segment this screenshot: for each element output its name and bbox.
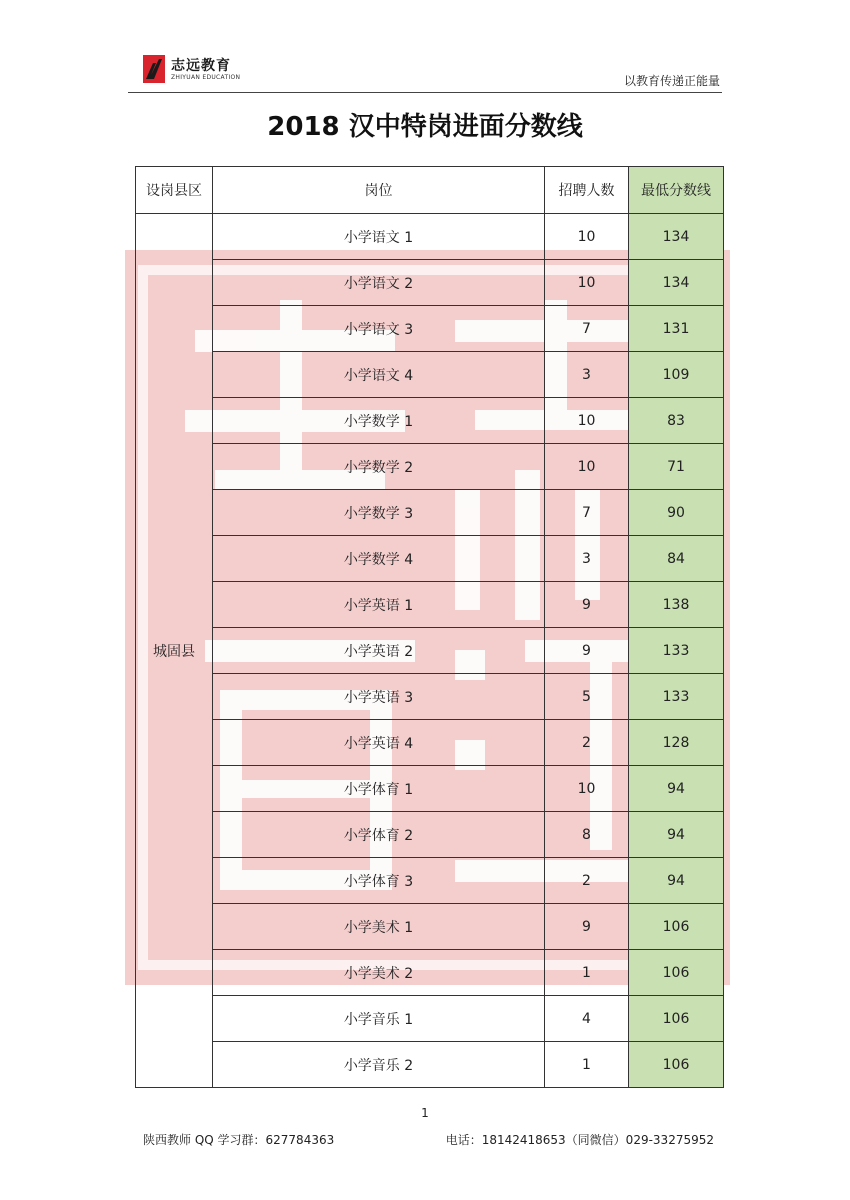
score-cell: 90 bbox=[629, 490, 724, 536]
recruits-cell: 5 bbox=[545, 674, 629, 720]
score-cell: 134 bbox=[629, 260, 724, 306]
position-cell: 小学美术 2 bbox=[213, 950, 545, 996]
table-row bbox=[136, 628, 724, 674]
position-cell: 小学美术 1 bbox=[213, 904, 545, 950]
recruits-cell: 4 bbox=[545, 996, 629, 1042]
column-header-score: 最低分数线 bbox=[629, 167, 724, 214]
table-row bbox=[136, 490, 724, 536]
score-cell: 71 bbox=[629, 444, 724, 490]
page-number: 1 bbox=[421, 1106, 429, 1120]
score-table bbox=[135, 166, 724, 1088]
position-cell: 小学数学 2 bbox=[213, 444, 545, 490]
position-cell: 小学音乐 2 bbox=[213, 1042, 545, 1088]
recruits-cell: 10 bbox=[545, 766, 629, 812]
page-title: 2018 汉中特岗进面分数线 bbox=[267, 112, 583, 142]
table-row bbox=[136, 582, 724, 628]
position-cell: 小学语文 1 bbox=[213, 214, 545, 260]
table-row bbox=[136, 260, 724, 306]
recruits-cell: 10 bbox=[545, 398, 629, 444]
table-row bbox=[136, 444, 724, 490]
position-cell: 小学体育 3 bbox=[213, 858, 545, 904]
score-cell: 106 bbox=[629, 996, 724, 1042]
recruits-cell: 10 bbox=[545, 260, 629, 306]
table-row bbox=[136, 536, 724, 582]
header-divider bbox=[128, 92, 722, 93]
position-cell: 小学音乐 1 bbox=[213, 996, 545, 1042]
table-row bbox=[136, 674, 724, 720]
table-row bbox=[136, 1042, 724, 1088]
table-row bbox=[136, 352, 724, 398]
score-cell: 131 bbox=[629, 306, 724, 352]
recruits-cell: 10 bbox=[545, 444, 629, 490]
recruits-cell: 10 bbox=[545, 214, 629, 260]
table-row bbox=[136, 950, 724, 996]
position-cell: 小学英语 1 bbox=[213, 582, 545, 628]
recruits-cell: 2 bbox=[545, 858, 629, 904]
position-cell: 小学数学 1 bbox=[213, 398, 545, 444]
recruits-cell: 9 bbox=[545, 628, 629, 674]
recruits-cell: 2 bbox=[545, 720, 629, 766]
logo-subtext: ZHIYUAN EDUCATION bbox=[171, 74, 241, 81]
recruits-cell: 1 bbox=[545, 950, 629, 996]
position-cell: 小学语文 2 bbox=[213, 260, 545, 306]
table-row bbox=[136, 766, 724, 812]
score-cell: 133 bbox=[629, 628, 724, 674]
recruits-cell: 3 bbox=[545, 536, 629, 582]
score-cell: 106 bbox=[629, 904, 724, 950]
recruits-cell: 3 bbox=[545, 352, 629, 398]
score-cell: 94 bbox=[629, 812, 724, 858]
position-cell: 小学体育 1 bbox=[213, 766, 545, 812]
logo-text: 志远教育 bbox=[171, 58, 231, 74]
brand-logo bbox=[143, 53, 263, 87]
footer-phone: 电话：18142418653（同微信）029-33275952 bbox=[445, 1133, 714, 1147]
recruits-cell: 7 bbox=[545, 490, 629, 536]
recruits-cell: 8 bbox=[545, 812, 629, 858]
position-cell: 小学英语 4 bbox=[213, 720, 545, 766]
position-cell: 小学体育 2 bbox=[213, 812, 545, 858]
position-cell: 小学语文 3 bbox=[213, 306, 545, 352]
district-cell: 城固县 bbox=[136, 214, 213, 1088]
table-row bbox=[136, 214, 724, 260]
table-row bbox=[136, 812, 724, 858]
table-row bbox=[136, 996, 724, 1042]
logo-mark-icon bbox=[143, 55, 165, 83]
footer-qq-group: 陕西教师 QQ 学习群：627784363 bbox=[143, 1133, 335, 1147]
table-row bbox=[136, 858, 724, 904]
recruits-cell: 9 bbox=[545, 582, 629, 628]
score-cell: 106 bbox=[629, 1042, 724, 1088]
column-header-position: 岗位 bbox=[213, 167, 545, 214]
score-cell: 134 bbox=[629, 214, 724, 260]
header-slogan: 以教育传递正能量 bbox=[623, 74, 720, 88]
recruits-cell: 7 bbox=[545, 306, 629, 352]
score-cell: 128 bbox=[629, 720, 724, 766]
table-row bbox=[136, 904, 724, 950]
table-header-row bbox=[136, 167, 724, 214]
recruits-cell: 9 bbox=[545, 904, 629, 950]
score-cell: 84 bbox=[629, 536, 724, 582]
position-cell: 小学数学 3 bbox=[213, 490, 545, 536]
position-cell: 小学数学 4 bbox=[213, 536, 545, 582]
table-row bbox=[136, 306, 724, 352]
position-cell: 小学语文 4 bbox=[213, 352, 545, 398]
position-cell: 小学英语 3 bbox=[213, 674, 545, 720]
score-cell: 94 bbox=[629, 766, 724, 812]
column-header-recruits: 招聘人数 bbox=[545, 167, 629, 214]
score-cell: 106 bbox=[629, 950, 724, 996]
score-cell: 83 bbox=[629, 398, 724, 444]
recruits-cell: 1 bbox=[545, 1042, 629, 1088]
score-cell: 138 bbox=[629, 582, 724, 628]
table-row bbox=[136, 398, 724, 444]
position-cell: 小学英语 2 bbox=[213, 628, 545, 674]
table-row bbox=[136, 720, 724, 766]
score-cell: 94 bbox=[629, 858, 724, 904]
score-cell: 133 bbox=[629, 674, 724, 720]
score-cell: 109 bbox=[629, 352, 724, 398]
column-header-district: 设岗县区 bbox=[136, 167, 213, 214]
